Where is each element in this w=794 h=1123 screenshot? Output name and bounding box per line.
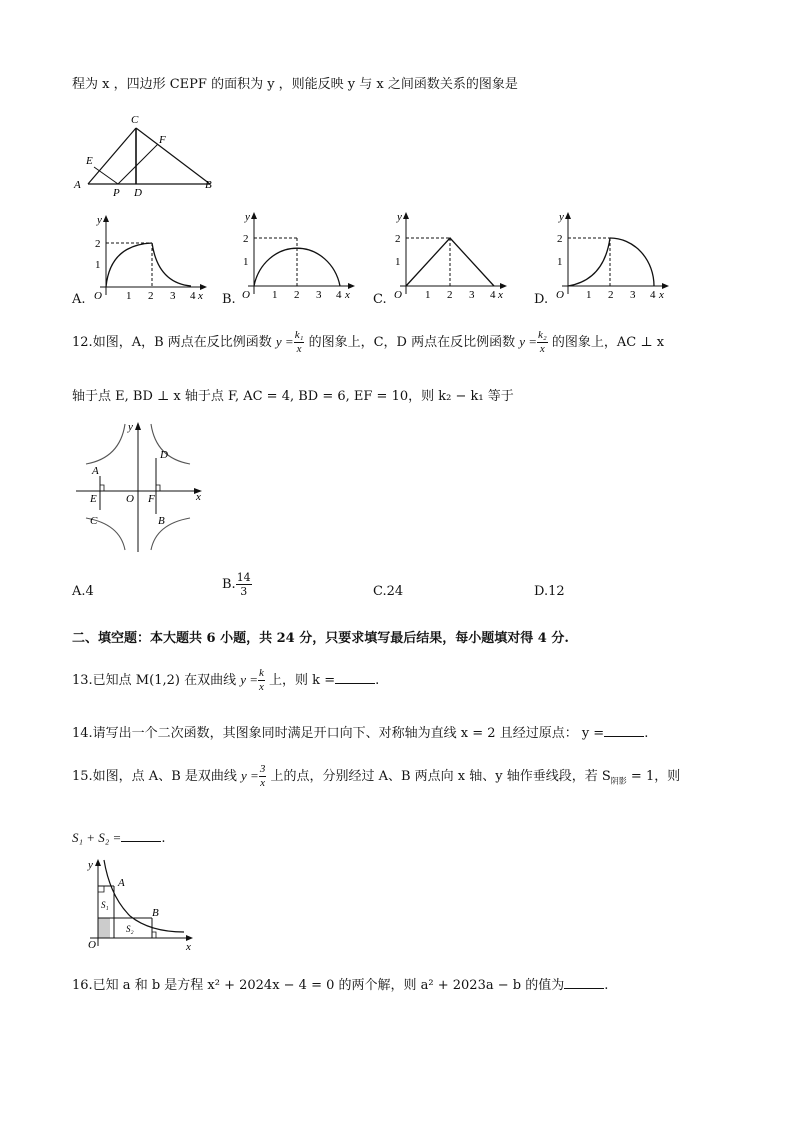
svg-text:C: C <box>90 515 98 527</box>
svg-text:2: 2 <box>95 238 101 250</box>
label-a: A <box>74 179 81 191</box>
svg-text:1: 1 <box>95 259 101 271</box>
q14-answer-blank <box>604 724 644 737</box>
svg-text:4: 4 <box>490 289 496 301</box>
q11-stem: 程为 x ，四边形 CEPF 的面积为 y ，则能反映 y 与 x 之间函数关系的图象是 <box>72 77 518 92</box>
q12-option-b: B. $\frac{14}{3}$ <box>222 571 251 598</box>
graph-b <box>234 208 360 302</box>
svg-text:3: 3 <box>630 289 636 301</box>
svg-text:4: 4 <box>190 290 196 302</box>
svg-text:O: O <box>556 289 564 301</box>
graph-d <box>548 208 674 302</box>
graph-a <box>86 213 212 303</box>
label-p: P <box>113 187 120 198</box>
label-b: B <box>205 179 212 191</box>
svg-text:O: O <box>242 289 250 301</box>
q14: 14.请写出一个二次函数，其图象同时满足开口向下、对称轴为直线 x = 2 且经过原点： y = . <box>72 726 649 741</box>
q15-answer-blank <box>121 829 161 842</box>
label-c: C <box>131 114 139 126</box>
svg-text:S₂: S₂ <box>126 924 134 934</box>
svg-text:2: 2 <box>243 233 249 245</box>
q11-option-d-label: D. <box>534 292 549 307</box>
svg-text:4: 4 <box>650 289 656 301</box>
svg-text:B: B <box>158 515 165 527</box>
svg-text:2: 2 <box>608 289 614 301</box>
q13-answer-blank <box>335 671 375 684</box>
rectangles-figure <box>80 856 200 952</box>
svg-text:x: x <box>345 289 350 301</box>
q15-line1: 15.如图，点 A、B 是双曲线 y = $\frac{3}{x}$ 上的点，分别经过 A、B 两点向 x 轴、y 轴作垂线段，若 $S_{阴影} = 1$，则 <box>72 763 681 789</box>
graph-c <box>386 208 512 302</box>
svg-text:y: y <box>559 211 564 223</box>
svg-text:1: 1 <box>586 289 592 301</box>
svg-text:x: x <box>196 491 201 503</box>
svg-text:F: F <box>148 493 155 505</box>
svg-text:3: 3 <box>170 290 176 302</box>
svg-text:E: E <box>90 493 97 505</box>
svg-text:3: 3 <box>316 289 322 301</box>
svg-text:y: y <box>97 214 102 226</box>
svg-text:O: O <box>126 493 134 505</box>
svg-text:2: 2 <box>148 290 154 302</box>
svg-text:1: 1 <box>557 256 563 268</box>
label-e: E <box>86 155 93 167</box>
svg-text:1: 1 <box>126 290 132 302</box>
svg-text:D: D <box>160 449 168 461</box>
svg-text:1: 1 <box>395 256 401 268</box>
svg-text:2: 2 <box>557 233 563 245</box>
svg-text:y: y <box>128 421 133 433</box>
svg-text:2: 2 <box>395 233 401 245</box>
q16: 16.已知 a 和 b 是方程 x² + 2024x − 4 = 0 的两个解，则 a² + 2023a − b 的值为 . <box>72 978 609 993</box>
svg-text:y: y <box>397 211 402 223</box>
svg-text:A: A <box>92 465 99 477</box>
svg-text:B: B <box>152 907 159 919</box>
q11-option-c-label: C. <box>373 292 387 307</box>
q11-option-a-label: A. <box>72 292 86 307</box>
svg-text:1: 1 <box>425 289 431 301</box>
svg-text:2: 2 <box>294 289 300 301</box>
svg-text:1: 1 <box>243 256 249 268</box>
svg-text:3: 3 <box>469 289 475 301</box>
svg-text:O: O <box>394 289 402 301</box>
q16-answer-blank <box>564 976 604 989</box>
hyperbola-figure <box>72 418 208 556</box>
svg-text:2: 2 <box>447 289 453 301</box>
svg-text:x: x <box>659 289 664 301</box>
section-heading: 二、填空题：本大题共 6 小题，共 24 分，只要求填写最后结果，每小题填对得 4 分. <box>72 631 569 646</box>
q12-line1: 12.如图，A，B 两点在反比例函数 y = $\frac{\text{k₁}}{x}$ 的图象上，C，D 两点在反比例函数 y = $\frac{\text{k₂}}{x}$ 的图象上，AC ⊥ x <box>72 329 665 355</box>
svg-text:A: A <box>118 877 125 889</box>
label-f: F <box>159 134 166 146</box>
svg-text:y: y <box>88 859 93 871</box>
svg-text:x: x <box>498 289 503 301</box>
triangle-figure <box>70 110 220 198</box>
svg-text:y: y <box>245 211 250 223</box>
svg-text:x: x <box>186 941 191 952</box>
svg-text:1: 1 <box>272 289 278 301</box>
q12-option-c: C.24 <box>373 584 404 599</box>
q11-option-b-label: B. <box>222 292 236 307</box>
q12-option-a: A.4 <box>72 584 94 599</box>
q12-option-d: D.12 <box>534 584 565 599</box>
svg-text:4: 4 <box>336 289 342 301</box>
svg-text:S₁: S₁ <box>101 900 109 910</box>
q12-line2: 轴于点 E, BD ⊥ x 轴于点 F, AC = 4, BD = 6, EF = 10，则 k₂ − k₁ 等于 <box>72 389 514 404</box>
q15-line2: S₁ + S₂ = . <box>72 830 166 846</box>
q13: 13.已知点 M(1,2) 在双曲线 y = $\frac{k}{x}$ 上，则 k = . <box>72 667 380 693</box>
svg-text:O: O <box>88 939 96 951</box>
svg-text:O: O <box>94 290 102 302</box>
label-d: D <box>134 187 142 198</box>
svg-text:x: x <box>198 290 203 302</box>
